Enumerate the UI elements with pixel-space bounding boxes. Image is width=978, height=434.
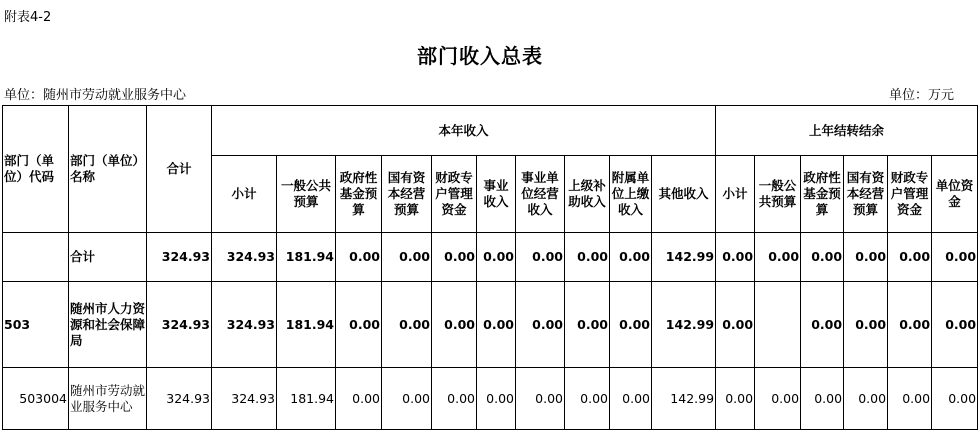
cell-ly-unit-fund: 0.00 <box>932 368 978 430</box>
currency-unit-label: 单位：万元 <box>888 88 954 103</box>
cell-cy-general: 181.94 <box>277 282 336 368</box>
cell-name: 合计 <box>69 233 147 282</box>
cell-ly-state-capital: 0.00 <box>844 233 888 282</box>
header-ly-fiscal-special: 财政专户管理资金 <box>888 156 932 233</box>
cell-ly-subtotal: 0.00 <box>716 282 755 368</box>
header-code: 部门（单位）代码 <box>3 106 69 233</box>
cell-cy-subtotal: 324.93 <box>212 282 277 368</box>
cell-cy-gov-fund: 0.00 <box>336 368 382 430</box>
cell-ly-fiscal-special: 0.00 <box>888 233 932 282</box>
cell-cy-affiliated: 0.00 <box>610 233 652 282</box>
header-ly-gov-fund: 政府性基金预算 <box>801 156 844 233</box>
cell-cy-public-inst-op: 0.00 <box>516 368 565 430</box>
cell-cy-subtotal: 324.93 <box>212 368 277 430</box>
cell-total: 324.93 <box>147 368 212 430</box>
header-cy-gov-fund: 政府性基金预算 <box>336 156 382 233</box>
cell-ly-gov-fund: 0.00 <box>801 368 844 430</box>
cell-code <box>3 233 69 282</box>
cell-code: 503 <box>3 282 69 368</box>
cell-ly-unit-fund: 0.00 <box>932 282 978 368</box>
header-ly-unit-fund: 单位资金 <box>932 156 978 233</box>
cell-cy-public-inst-op: 0.00 <box>516 282 565 368</box>
cell-ly-gov-fund: 0.00 <box>801 282 844 368</box>
cell-cy-fiscal-special: 0.00 <box>432 368 477 430</box>
cell-cy-affiliated: 0.00 <box>610 282 652 368</box>
header-cy-public-inst-op: 事业单位经营收入 <box>516 156 565 233</box>
cell-cy-affiliated: 0.00 <box>610 368 652 430</box>
cell-cy-business: 0.00 <box>477 368 516 430</box>
header-cy-fiscal-special: 财政专户管理资金 <box>432 156 477 233</box>
attachment-note: 附表4-2 <box>4 10 52 25</box>
header-name: 部门（单位）名称 <box>69 106 147 233</box>
header-current-year: 本年收入 <box>212 106 716 156</box>
cell-ly-general <box>755 282 801 368</box>
header-last-year: 上年结转结余 <box>716 106 978 156</box>
cell-cy-superior-subsidy: 0.00 <box>565 282 610 368</box>
header-ly-general: 一般公共预算 <box>755 156 801 233</box>
cell-ly-gov-fund: 0.00 <box>801 233 844 282</box>
cell-cy-state-capital: 0.00 <box>382 282 432 368</box>
cell-cy-state-capital: 0.00 <box>382 368 432 430</box>
cell-cy-other: 142.99 <box>652 233 716 282</box>
cell-cy-superior-subsidy: 0.00 <box>565 233 610 282</box>
cell-cy-gov-fund: 0.00 <box>336 282 382 368</box>
cell-total: 324.93 <box>147 282 212 368</box>
cell-ly-subtotal: 0.00 <box>716 233 755 282</box>
cell-cy-state-capital: 0.00 <box>382 233 432 282</box>
cell-name: 随州市劳动就业服务中心 <box>69 368 147 430</box>
cell-cy-subtotal: 324.93 <box>212 233 277 282</box>
cell-ly-subtotal: 0.00 <box>716 368 755 430</box>
cell-ly-unit-fund: 0.00 <box>932 233 978 282</box>
cell-name: 随州市人力资源和社会保障局 <box>69 282 147 368</box>
header-cy-business: 事业收入 <box>477 156 516 233</box>
cell-cy-business: 0.00 <box>477 282 516 368</box>
cell-cy-fiscal-special: 0.00 <box>432 233 477 282</box>
cell-cy-general: 181.94 <box>277 368 336 430</box>
cell-total: 324.93 <box>147 233 212 282</box>
header-cy-other: 其他收入 <box>652 156 716 233</box>
table-row <box>3 282 978 368</box>
cell-cy-superior-subsidy: 0.00 <box>565 368 610 430</box>
header-cy-state-capital: 国有资本经营预算 <box>382 156 432 233</box>
unit-label: 单位：随州市劳动就业服务中心 <box>4 88 187 103</box>
cell-cy-public-inst-op: 0.00 <box>516 233 565 282</box>
cell-ly-fiscal-special: 0.00 <box>888 282 932 368</box>
header-ly-state-capital: 国有资本经营预算 <box>844 156 888 233</box>
header-cy-affiliated: 附属单位上缴收入 <box>610 156 652 233</box>
cell-ly-general: 0.00 <box>755 368 801 430</box>
cell-ly-general: 0.00 <box>755 233 801 282</box>
cell-ly-state-capital: 0.00 <box>844 282 888 368</box>
table-row <box>3 233 978 282</box>
cell-ly-state-capital: 0.00 <box>844 368 888 430</box>
cell-ly-fiscal-special: 0.00 <box>888 368 932 430</box>
cell-cy-other: 142.99 <box>652 282 716 368</box>
header-cy-superior-subsidy: 上级补助收入 <box>565 156 610 233</box>
header-total: 合计 <box>147 106 212 233</box>
cell-code: 503004 <box>3 368 69 430</box>
table-row <box>3 368 978 430</box>
cell-cy-other: 142.99 <box>652 368 716 430</box>
page-title: 部门收入总表 <box>417 44 543 68</box>
cell-cy-business: 0.00 <box>477 233 516 282</box>
revenue-table <box>2 105 978 430</box>
cell-cy-gov-fund: 0.00 <box>336 233 382 282</box>
header-ly-subtotal: 小计 <box>716 156 755 233</box>
header-cy-subtotal: 小计 <box>212 156 277 233</box>
cell-cy-fiscal-special: 0.00 <box>432 282 477 368</box>
header-cy-general: 一般公共预算 <box>277 156 336 233</box>
cell-cy-general: 181.94 <box>277 233 336 282</box>
